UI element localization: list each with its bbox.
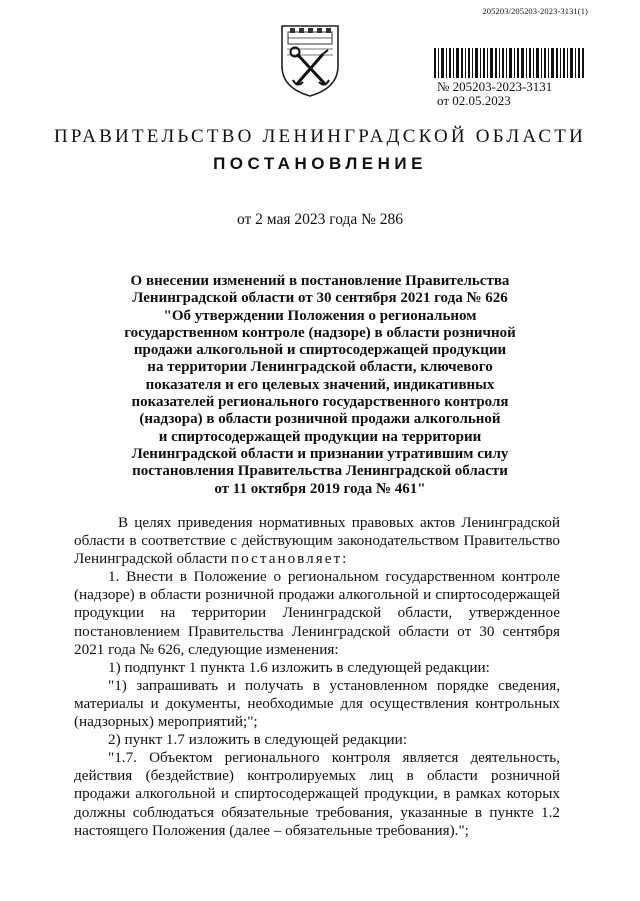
- document-reference-code: 205203/205203-2023-3131(1): [482, 6, 588, 16]
- intro-text: В целях приведения нормативных правовых актов Ленинградской области в соответствие с действующим законодательством Правительство Ленинградской области: [74, 514, 560, 568]
- item-1-paragraph: 1. Внести в Положение о региональном государственном контроле (надзоре) в области розничной продажи алкогольной и спиртосодержащей продукции на территории Ленинградской области, утвержденное постановлением Правительства Ленинградской области от 30 сентября 2021 года № 626, следующие изменения:: [74, 568, 560, 658]
- subitem-1-text: "1) запрашивать и получать в установленном порядке сведения, материалы и документы, необходимые для осуществления контрольных (надзорных) мероприятий;";: [74, 676, 560, 731]
- registration-date: от 02.05.2023: [437, 93, 511, 108]
- subject-line: и спиртосодержащей продукции на территории: [158, 428, 482, 445]
- subject-line: на территории Ленинградской области, ключевого: [147, 359, 493, 376]
- subject-line: (надзора) в области розничной продажи алкогольной: [139, 411, 501, 428]
- subject-line: Ленинградской области и признании утратившим силу: [131, 445, 509, 462]
- subject-line: постановления Правительства Ленинградской области: [132, 463, 508, 480]
- intro-paragraph: [74, 514, 560, 568]
- subject-line: государственном контроле (надзоре) в области розничной: [124, 324, 516, 341]
- barcode-icon: [434, 48, 584, 78]
- government-title: ПРАВИТЕЛЬСТВО ЛЕНИНГРАДСКОЙ ОБЛАСТИ: [53, 126, 587, 147]
- subitem-2-heading: 2) пункт 1.7 изложить в следующей редакции:: [108, 731, 408, 749]
- subject-line: "Об утверждении Положения о региональном: [163, 307, 477, 324]
- document-type: ПОСТАНОВЛЕНИЕ: [213, 154, 427, 173]
- subject-line: показателей регионального государственного контроля: [131, 394, 509, 411]
- subject-line: продажи алкогольной и спиртосодержащей продукции: [133, 342, 507, 359]
- document-body: [74, 514, 560, 840]
- subject-line: показателя и его целевых значений, индикативных: [145, 376, 495, 393]
- subject-line: О внесении изменений в постановление Правительства: [130, 273, 510, 289]
- registration-number: № 205203-2023-3131: [437, 79, 553, 94]
- subitem-2-text: "1.7. Объектом регионального контроля является деятельность, действия (бездействие) контролируемых лиц в области розничной продажи алкогольной и спиртосодержащей продукции, в рамках которых должны соблюдаться обязательные требования, указанные в пункте 1.2 настоящего Положения (далее – обязательные требования).";: [74, 749, 560, 839]
- intro-verb: постановляет:: [231, 550, 349, 568]
- document-subject: [110, 273, 530, 498]
- subject-line: от 11 октября 2019 года № 461": [214, 480, 426, 497]
- registration-stamp: [437, 80, 552, 108]
- subject-line: Ленинградской области от 30 сентября 2021 года № 626: [132, 290, 508, 307]
- document-date-number: от 2 мая 2023 года № 286: [236, 211, 404, 228]
- leningrad-oblast-coat-of-arms-icon: [279, 22, 341, 98]
- subitem-1-heading: 1) подпункт 1 пункта 1.6 изложить в следующей редакции:: [108, 658, 490, 676]
